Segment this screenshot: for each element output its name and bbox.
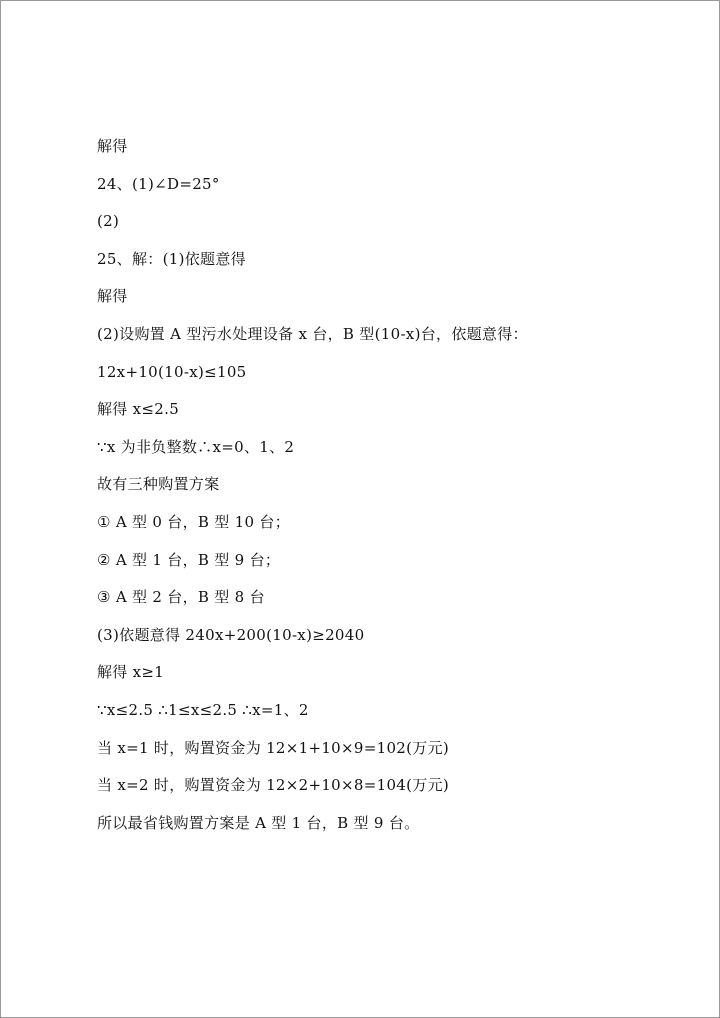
text-line-cost-x2: 当 x=2 时，购置资金为 12×2+10×8=104(万元) — [97, 776, 450, 795]
text-line-three-plans: 故有三种购置方案 — [97, 475, 220, 494]
text-line-solve-1: 解得 — [97, 137, 128, 155]
text-line-q25-part3: (3)依题意得 240x+200(10-x)≥2040 — [97, 625, 365, 644]
text-line-range: ∵x≤2.5 ∴1≤x≤2.5 ∴x=1、2 — [97, 700, 309, 719]
text-line-solve-2: 解得 — [97, 287, 128, 306]
text-line-q25-part2: (2)设购置 A 型污水处理设备 x 台，B 型(10-x)台，依题意得： — [97, 324, 528, 343]
text-line-conclusion: 所以最省钱购置方案是 A 型 1 台，B 型 9 台。 — [97, 813, 420, 832]
text-line-inequality-1: 12x+10(10-x)≤105 — [97, 362, 247, 381]
text-line-q25-part1: 25、解：(1)依题意得 — [97, 249, 246, 268]
text-line-cost-x1: 当 x=1 时，购置资金为 12×1+10×9=102(万元) — [97, 738, 450, 757]
text-line-plan-3: ③ A 型 2 台，B 型 8 台 — [97, 588, 265, 607]
text-line-solution-1: 解得 x≤2.5 — [97, 400, 180, 419]
text-line-plan-1: ① A 型 0 台，B 型 10 台； — [97, 512, 291, 531]
text-line-q24-part2: (2) — [97, 212, 120, 231]
text-line-q24-part1: 24、(1)∠D=25° — [97, 174, 220, 193]
text-line-solution-2: 解得 x≥1 — [97, 663, 165, 682]
text-line-plan-2: ② A 型 1 台，B 型 9 台； — [97, 550, 281, 569]
text-line-integer-values: ∵x 为非负整数∴x=0、1、2 — [97, 437, 295, 456]
solution-text — [97, 133, 637, 847]
